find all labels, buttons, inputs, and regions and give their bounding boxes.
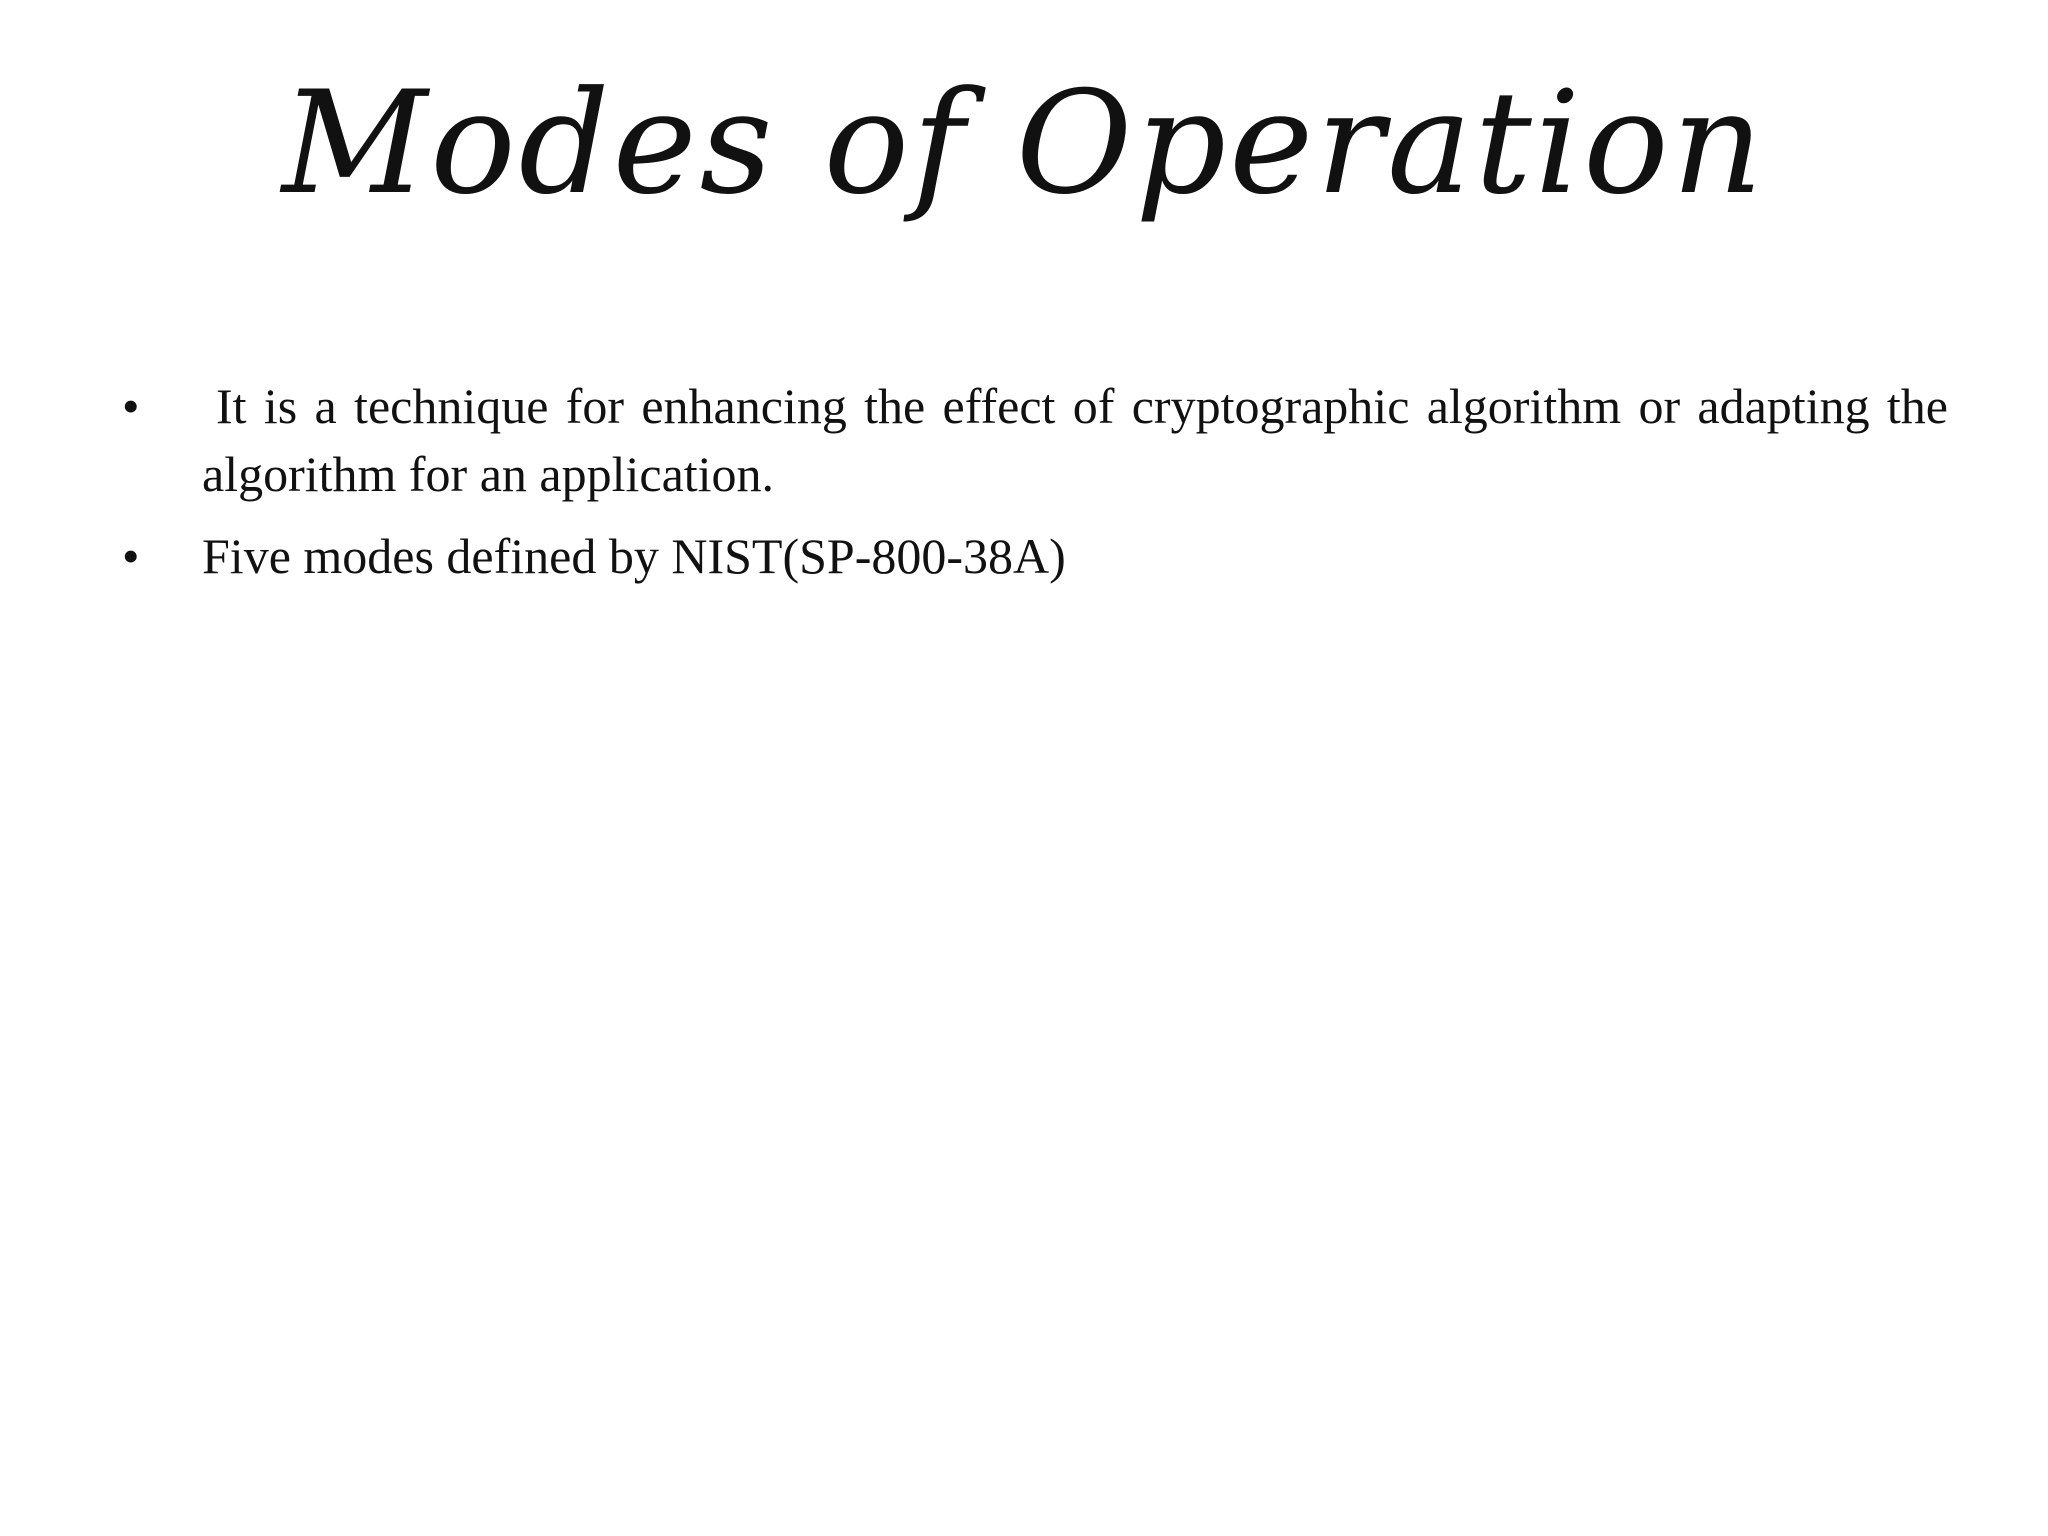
bullet-item [114,522,1948,590]
bullet-item [114,372,1948,508]
bullet-text: It is a technique for enhancing the effect of cryptographic algorithm or adapting the algorithm for an application. [202,378,1948,502]
bullet-dot-icon: • [122,528,140,584]
slide-title: Modes of Operation [281,61,1767,226]
bullet-dot-icon: • [122,378,140,434]
bullet-text: Five modes defined by NIST(SP-800-38A) [202,528,1066,584]
bullet-list [114,372,1948,604]
